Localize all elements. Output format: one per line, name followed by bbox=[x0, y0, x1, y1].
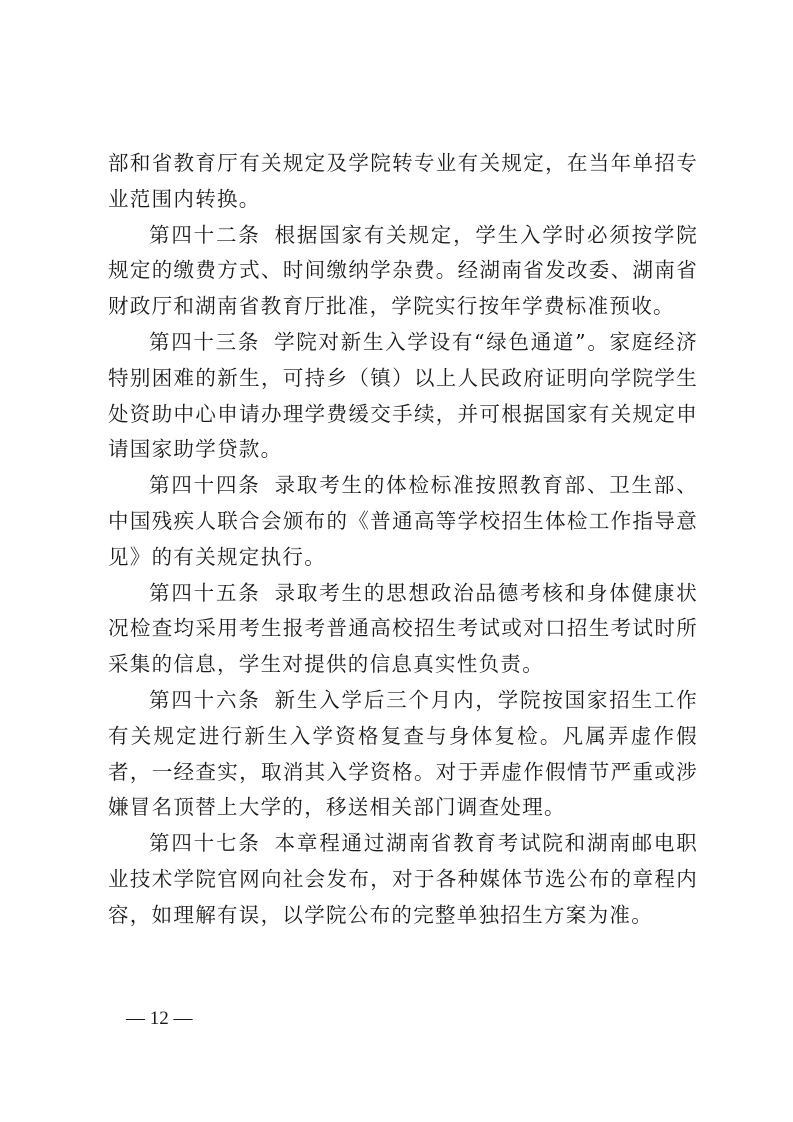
article-text: 学院对新生入学设有“绿色通道”。家庭经济特别困难的新生，可持乡（镇）以上人民政府证明向学院学生处资助中心申请办理学费缓交手续，并可根据国家有关规定申请国家助学贷款。 bbox=[108, 329, 698, 462]
page-number: — 12 — bbox=[126, 1008, 193, 1029]
article-text: 根据国家有关规定，学生入学时必须按学院规定的缴费方式、时间缴纳学杂费。经湖南省发改委、湖南省财政厅和湖南省教育厅批准，学院实行按年学费标准预收。 bbox=[108, 222, 699, 319]
article-44 bbox=[108, 468, 698, 575]
article-46 bbox=[108, 683, 698, 826]
article-number: 第四十二条 bbox=[149, 222, 261, 247]
article-text: 本章程通过湖南省教育考试院和湖南邮电职业技术学院官网向社会发布，对于各种媒体节选公布的章程内容，如理解有误，以学院公布的完整单独招生方案为准。 bbox=[108, 831, 699, 927]
paragraph-text: 部和省教育厅有关规定及学院转专业有关规定，在当年单招专业范围内转换。 bbox=[108, 151, 698, 211]
article-number: 第四十三条 bbox=[149, 329, 261, 354]
article-45 bbox=[108, 576, 698, 683]
article-47 bbox=[108, 826, 698, 933]
article-number: 第四十七条 bbox=[149, 831, 261, 856]
article-number: 第四十四条 bbox=[149, 473, 261, 498]
article-number: 第四十六条 bbox=[149, 687, 261, 712]
document-body bbox=[108, 146, 698, 934]
article-number: 第四十五条 bbox=[149, 580, 261, 605]
article-text: 新生入学后三个月内，学院按国家招生工作有关规定进行新生入学资格复查与身体复检。凡属弄虚作假者，一经查实，取消其入学资格。对于弄虚作假情节严重或涉嫌冒名顶替上大学的，移送相关部门调查处理。 bbox=[108, 687, 699, 820]
article-43 bbox=[108, 325, 698, 468]
article-42 bbox=[108, 218, 698, 325]
article-text: 录取考生的体检标准按照教育部、卫生部、中国残疾人联合会颁布的《普通高等学校招生体检工作指导意见》的有关规定执行。 bbox=[108, 473, 699, 569]
paragraph-continuation bbox=[108, 146, 698, 218]
article-text: 录取考生的思想政治品德考核和身体健康状况检查均采用考生报考普通高校招生考试或对口招生考试时所采集的信息，学生对提供的信息真实性负责。 bbox=[108, 580, 699, 677]
